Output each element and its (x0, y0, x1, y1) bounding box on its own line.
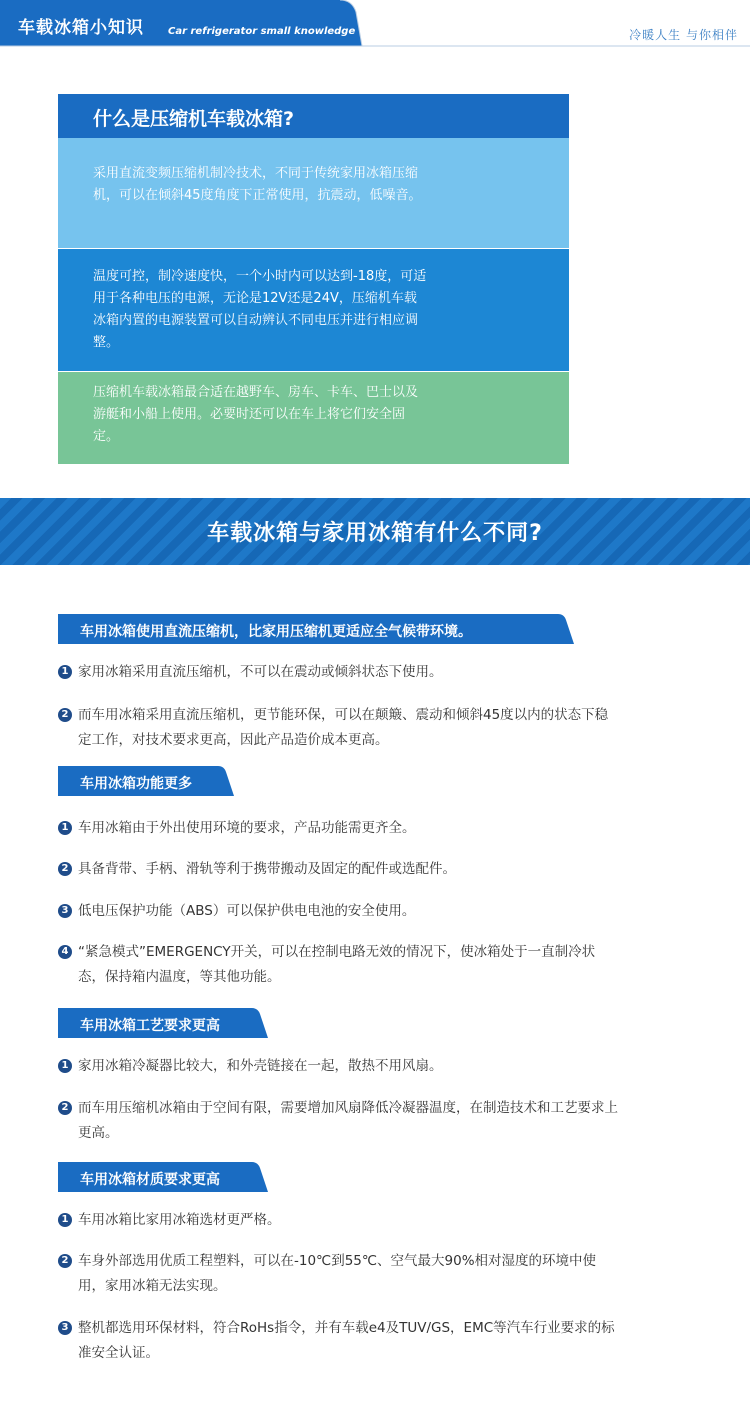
list-item (58, 1054, 618, 1079)
number-badge: 1 (58, 1059, 72, 1073)
section-heading-1 (58, 614, 574, 644)
number-badge: 3 (58, 904, 72, 918)
list-item-text: 车用冰箱比家用冰箱选材更严格。 (78, 1212, 281, 1228)
list-item-text: 车用冰箱由于外出使用环境的要求，产品功能需更齐全。 (78, 820, 416, 836)
compressor-panel-1: 采用直流变频压缩机制冷技术，不同于传统家用冰箱压缩机，可以在倾斜45度角度下正常使用，抗震动，低噪音。 (58, 138, 569, 248)
list-item (58, 1096, 618, 1146)
list-item-text: 具备背带、手柄、滑轨等利于携带搬动及固定的配件或选配件。 (78, 861, 456, 877)
banner-title: 车载冰箱与家用冰箱有什么不同? (207, 521, 543, 546)
section-heading-text: 车用冰箱工艺要求更高 (80, 1018, 220, 1034)
list-item (58, 816, 618, 841)
compressor-panel-2: 温度可控，制冷速度快，一个小时内可以达到-18度，可适用于各种电压的电源，无论是12V还是24V，压缩机车载冰箱内置的电源装置可以自动辨认不同电压并进行相应调整。 (58, 248, 569, 371)
number-badge: 2 (58, 708, 72, 722)
number-badge: 1 (58, 821, 72, 835)
section-heading-text: 车用冰箱使用直流压缩机，比家用压缩机更适应全气候带环境。 (80, 624, 472, 640)
list-item-text: 低电压保护功能（ABS）可以保护供电电池的安全使用。 (78, 903, 416, 919)
page-header (0, 0, 750, 48)
compressor-box-title: 什么是压缩机车载冰箱? (58, 94, 569, 138)
list-item (58, 1208, 618, 1233)
list-item-text: 车身外部选用优质工程塑料，可以在-10℃到55℃、空气最大90%相对湿度的环境中使用，家用冰箱无法实现。 (78, 1253, 597, 1294)
difference-banner (0, 498, 750, 565)
list-item-text: 而车用压缩机冰箱由于空间有限，需要增加风扇降低冷凝器温度，在制造技术和工艺要求上更高。 (78, 1100, 618, 1141)
section-heading-text: 车用冰箱材质要求更高 (80, 1172, 220, 1188)
compressor-info-box (58, 94, 569, 464)
section-heading-3 (58, 1008, 268, 1038)
section-heading-4 (58, 1162, 268, 1192)
list-item-text: “紧急模式”EMERGENCY开关，可以在控制电路无效的情况下，使冰箱处于一直制冷状态，保持箱内温度，等其他功能。 (78, 944, 596, 985)
section-heading-2 (58, 766, 234, 796)
list-item (58, 899, 618, 924)
list-item-text: 而车用冰箱采用直流压缩机，更节能环保，可以在颠簸、震动和倾斜45度以内的状态下稳定工作，对技术要求更高，因此产品造价成本更高。 (78, 707, 609, 748)
list-item (58, 857, 618, 882)
list-item (58, 1316, 618, 1366)
list-item (58, 703, 618, 753)
compressor-panel-3: 压缩机车载冰箱最合适在越野车、房车、卡车、巴士以及游艇和小船上使用。必要时还可以在车上将它们安全固定。 (58, 371, 569, 464)
header-title: 车载冰箱小知识 (18, 18, 144, 38)
number-badge: 4 (58, 945, 72, 959)
number-badge: 1 (58, 1213, 72, 1227)
list-item-text: 家用冰箱冷凝器比较大，和外壳链接在一起，散热不用风扇。 (78, 1058, 443, 1074)
list-item-text: 家用冰箱采用直流压缩机，不可以在震动或倾斜状态下使用。 (78, 664, 443, 680)
number-badge: 1 (58, 665, 72, 679)
list-item (58, 940, 618, 990)
list-item (58, 1249, 618, 1299)
number-badge: 2 (58, 1254, 72, 1268)
section-heading-text: 车用冰箱功能更多 (80, 776, 192, 792)
header-subtitle: Car refrigerator small knowledge (168, 26, 356, 37)
number-badge: 2 (58, 862, 72, 876)
list-item-text: 整机都选用环保材料，符合RoHs指令，并有车载e4及TUV/GS，EMC等汽车行业要求的标准安全认证。 (78, 1320, 615, 1361)
number-badge: 2 (58, 1101, 72, 1115)
list-item (58, 660, 618, 685)
header-slogan: 冷暖人生 与你相伴 (629, 28, 738, 42)
number-badge: 3 (58, 1321, 72, 1335)
